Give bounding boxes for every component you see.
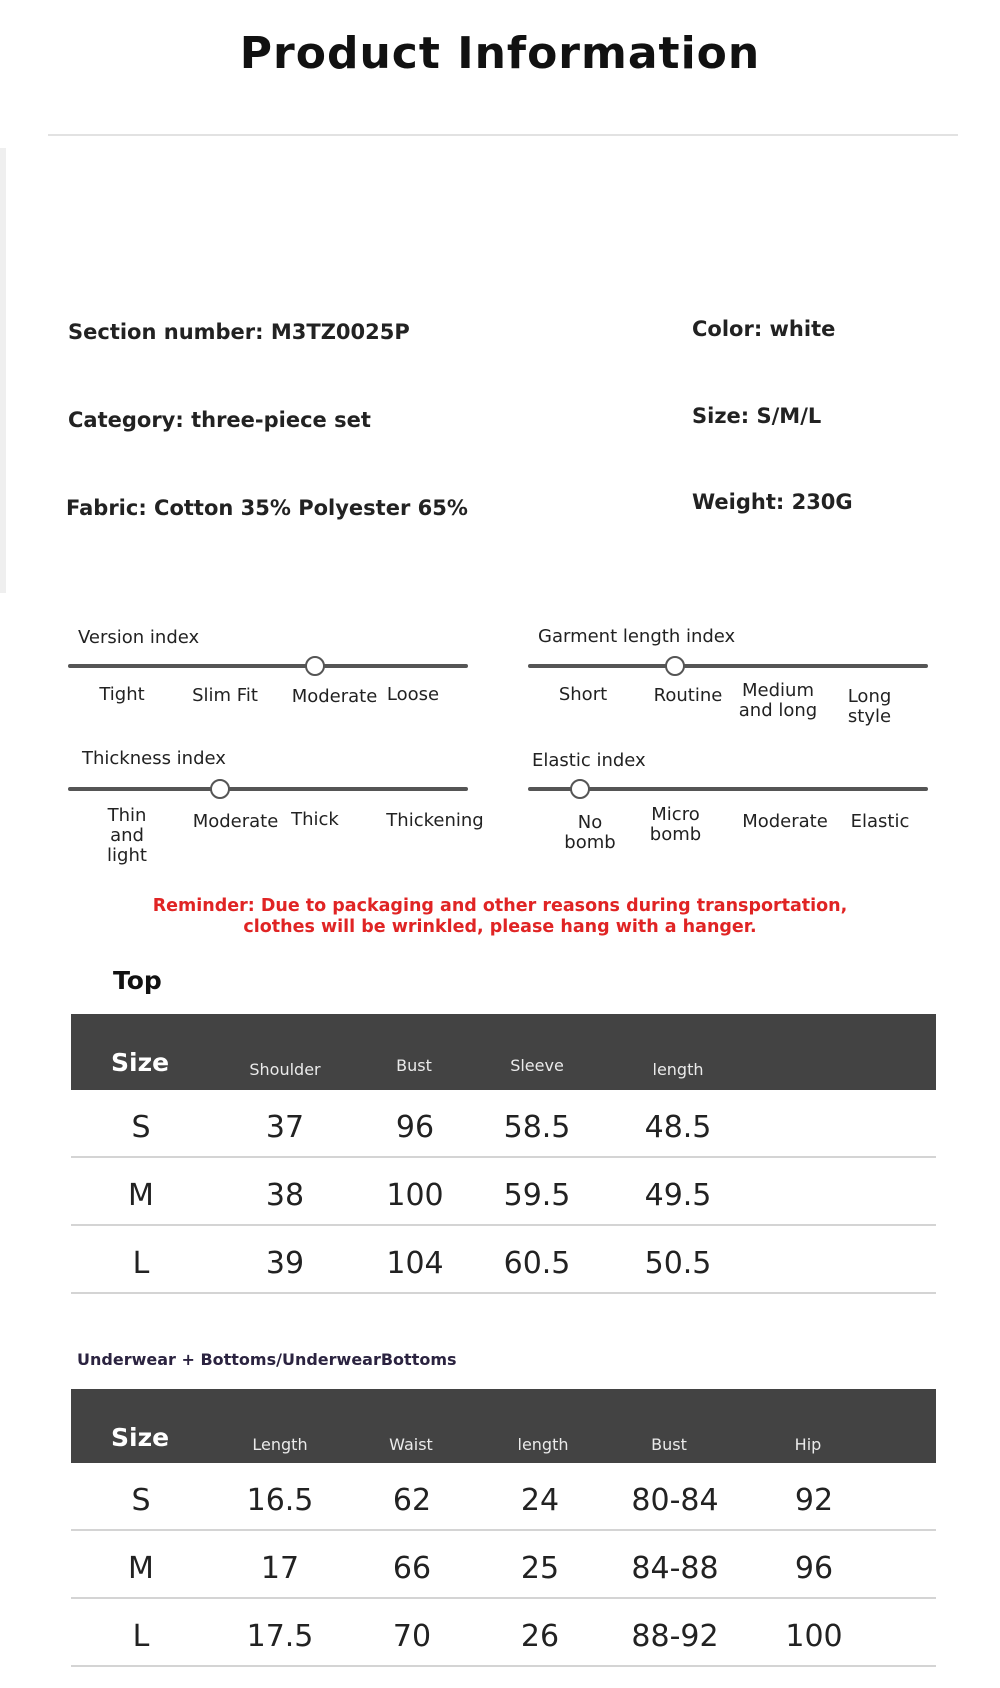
top-table-title: Top xyxy=(113,966,162,995)
column-header: Waist xyxy=(389,1435,433,1454)
column-header: Bust xyxy=(651,1435,687,1454)
thickness-label: Thickening xyxy=(386,810,484,831)
thickness-label: Thick xyxy=(291,809,339,830)
title-divider xyxy=(48,134,958,136)
size-cell: M xyxy=(128,1551,154,1586)
thickness-index-title: Thickness index xyxy=(82,748,226,769)
table-cell: 17.5 xyxy=(246,1619,314,1654)
garment-length-label: Routine xyxy=(653,685,723,706)
elastic-label: Moderate xyxy=(742,811,828,832)
garment-length-index-track xyxy=(528,664,928,668)
version-label: Loose xyxy=(386,684,440,705)
elastic-label: Micro bomb xyxy=(649,804,702,845)
table-cell: 88-92 xyxy=(631,1619,719,1654)
table-cell: 60.5 xyxy=(503,1246,571,1281)
version-index-title: Version index xyxy=(78,627,200,648)
thickness-index-track xyxy=(68,787,468,791)
size-cell: S xyxy=(131,1110,151,1145)
column-header: Bust xyxy=(396,1056,432,1075)
table-cell: 100 xyxy=(785,1619,843,1654)
column-header: Shoulder xyxy=(249,1060,321,1079)
table-cell: 70 xyxy=(392,1619,432,1654)
table-header xyxy=(71,1014,936,1090)
fabric: Fabric: Cotton 35% Polyester 65% xyxy=(66,496,468,520)
table-cell: 48.5 xyxy=(644,1110,712,1145)
table-cell: 62 xyxy=(392,1483,432,1518)
section-number: Section number: M3TZ0025P xyxy=(68,320,410,344)
version-index-knob xyxy=(305,656,325,676)
category: Category: three-piece set xyxy=(68,408,371,432)
table-cell: 24 xyxy=(520,1483,560,1518)
table-cell: 59.5 xyxy=(503,1178,571,1213)
bottom-size-table xyxy=(71,1389,936,1667)
column-header: length xyxy=(517,1435,569,1454)
elastic-label: No bomb xyxy=(564,812,616,853)
table-cell: 66 xyxy=(392,1551,432,1586)
table-row xyxy=(71,1599,936,1667)
table-cell: 96 xyxy=(395,1110,435,1145)
garment-length-index-title: Garment length index xyxy=(538,626,736,647)
page-title: Product Information xyxy=(239,28,761,79)
column-header: Sleeve xyxy=(510,1056,564,1075)
size: Size: S/M/L xyxy=(692,404,822,428)
thickness-index-knob xyxy=(210,779,230,799)
version-label: Moderate xyxy=(291,686,378,707)
garment-length-label: Short xyxy=(558,684,608,705)
reminder-note: Reminder: Due to packaging and other reasons during transportation, clothes will be wrinkled, please hang with a hanger. xyxy=(152,896,848,937)
elastic-label: Elastic xyxy=(850,811,910,832)
garment-length-label: Long style xyxy=(847,686,892,727)
top-size-table xyxy=(71,1014,936,1294)
elastic-index-title: Elastic index xyxy=(532,750,646,771)
size-cell: L xyxy=(132,1619,150,1654)
table-cell: 58.5 xyxy=(503,1110,571,1145)
garment-length-index-knob xyxy=(665,656,685,676)
size-cell: M xyxy=(128,1178,154,1213)
table-cell: 104 xyxy=(386,1246,444,1281)
table-row xyxy=(71,1226,936,1294)
size-header: Size xyxy=(111,1423,170,1452)
table-cell: 16.5 xyxy=(246,1483,314,1518)
thickness-label: Thin and light xyxy=(107,805,147,866)
table-cell: 26 xyxy=(520,1619,560,1654)
size-header: Size xyxy=(111,1048,170,1077)
table-cell: 38 xyxy=(265,1178,305,1213)
table-cell: 25 xyxy=(520,1551,560,1586)
column-header: length xyxy=(652,1060,704,1079)
table-cell: 37 xyxy=(265,1110,305,1145)
table-cell: 39 xyxy=(265,1246,305,1281)
column-header: Hip xyxy=(794,1435,822,1454)
table-row xyxy=(71,1158,936,1226)
bottom-table-title: Underwear + Bottoms/UnderwearBottoms xyxy=(77,1350,457,1369)
version-label: Slim Fit xyxy=(192,685,258,706)
version-label: Tight xyxy=(99,684,145,705)
table-cell: 17 xyxy=(260,1551,300,1586)
left-edge-decoration xyxy=(0,148,6,593)
table-header xyxy=(71,1389,936,1463)
weight: Weight: 230G xyxy=(692,490,853,514)
table-cell: 96 xyxy=(794,1551,834,1586)
color: Color: white xyxy=(692,317,836,341)
size-cell: S xyxy=(131,1483,151,1518)
table-row xyxy=(71,1090,936,1158)
table-cell: 50.5 xyxy=(644,1246,712,1281)
version-index-track xyxy=(68,664,468,668)
table-cell: 100 xyxy=(386,1178,444,1213)
table-cell: 84-88 xyxy=(631,1551,719,1586)
table-cell: 49.5 xyxy=(644,1178,712,1213)
garment-length-label: Medium and long xyxy=(738,680,818,721)
thickness-label: Moderate xyxy=(192,811,279,832)
table-cell: 92 xyxy=(794,1483,834,1518)
column-header: Length xyxy=(252,1435,308,1454)
elastic-index-knob xyxy=(570,779,590,799)
size-cell: L xyxy=(132,1246,150,1281)
table-cell: 80-84 xyxy=(631,1483,719,1518)
table-row xyxy=(71,1531,936,1599)
table-row xyxy=(71,1463,936,1531)
